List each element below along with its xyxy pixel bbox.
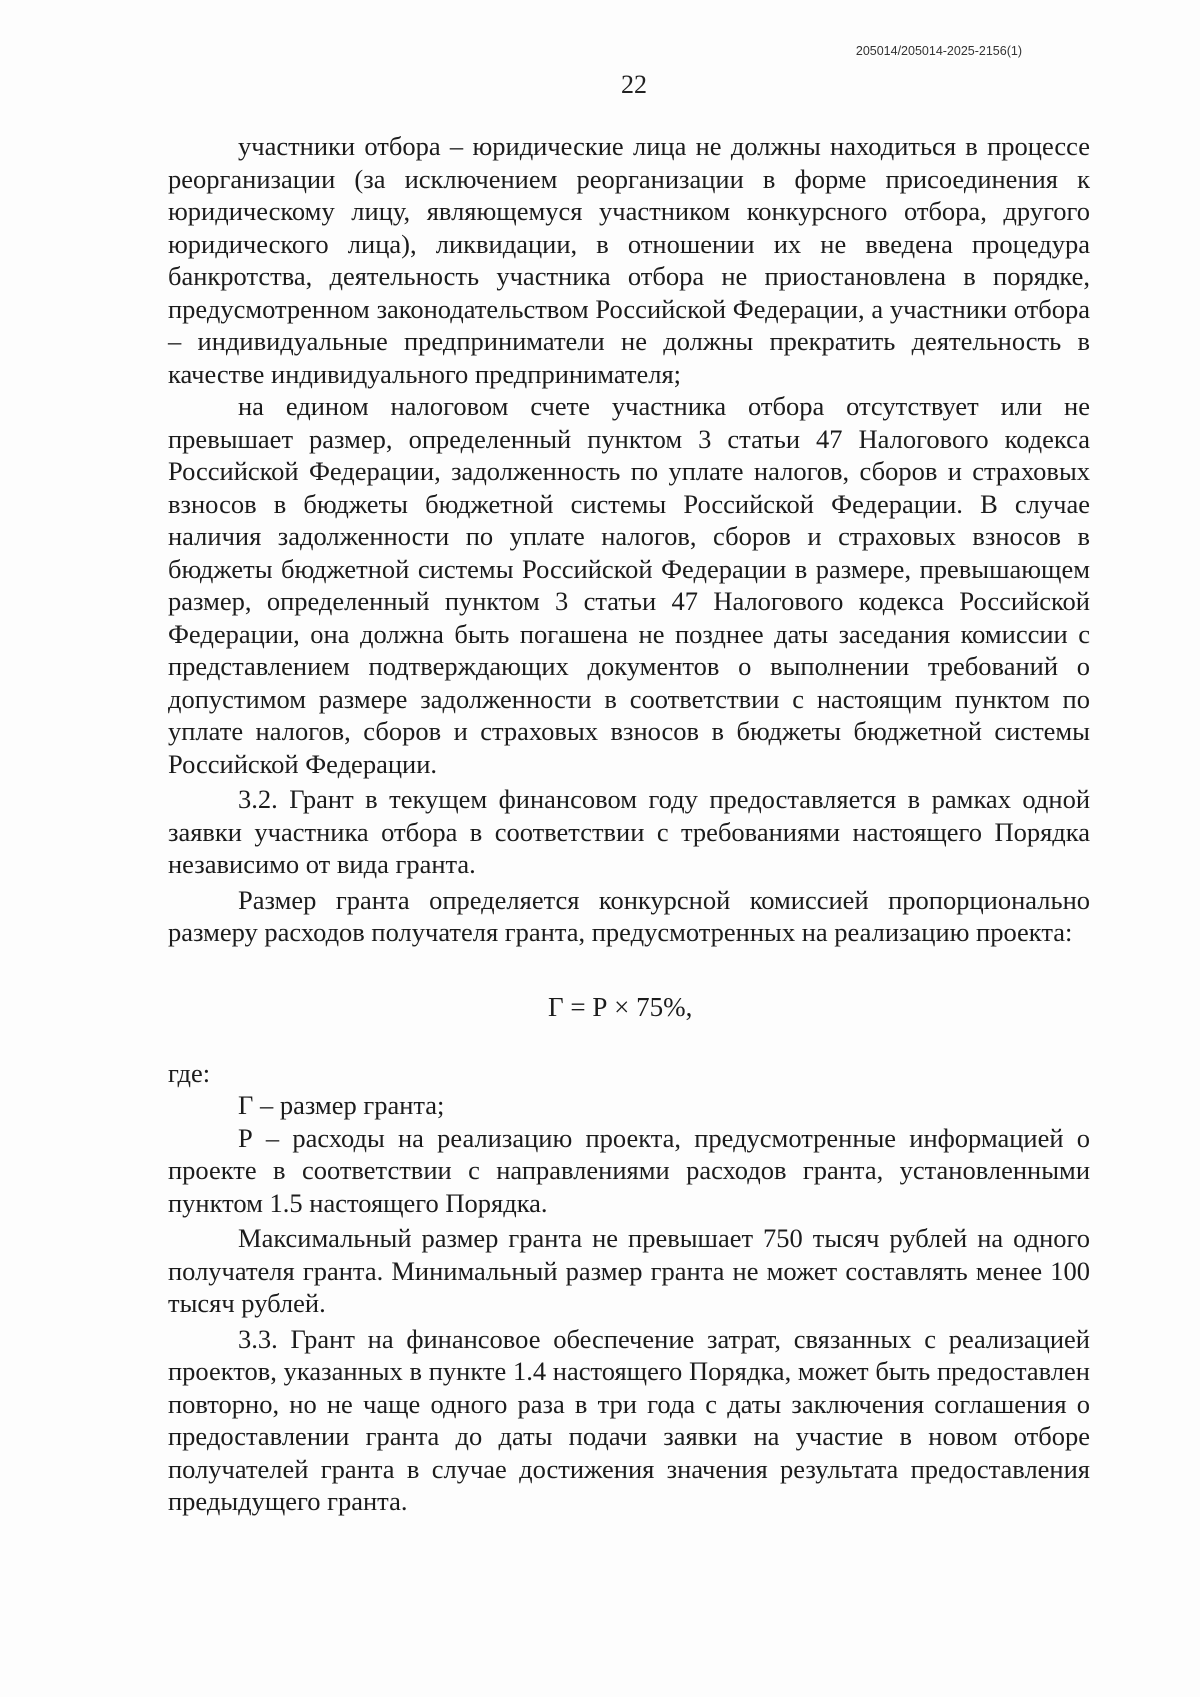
page-number: 22 (621, 70, 647, 99)
paragraph-participants-requirements: участники отбора – юридические лица не должны находиться в процессе реорганизации (за исключением реорганизации в форме присоединения к юридическому лицу, являющемуся участником конкурсного отбора, другого юридического лица), ликвидации, в отношении их не введена процедура банкротства, деятельность участника отбора не приостановлена в порядке, предусмотренном законодательством Российской Федерации, а участники отбора – индивидуальные предприниматели не должны прекратить деятельность в качестве индивидуального предпринимателя; (168, 131, 1090, 389)
definition-p: Р – расходы на реализацию проекта, предусмотренные информацией о проекте в соответствии с направлениями расходов гранта, установленными пунктом 1.5 настоящего Порядка. (168, 1122, 1090, 1218)
paragraph-max-grant: Максимальный размер гранта не превышает 750 тысяч рублей на одного получателя гранта. Минимальный размер гранта не может составлять менее 100 тысяч рублей. (168, 1223, 1090, 1318)
paragraph-3-3: 3.3. Грант на финансовое обеспечение затрат, связанных с реализацией проектов, указанных в пункте 1.4 настоящего Порядка, может быть предоставлен повторно, но не чаще одного раза в три года с даты заключения соглашения о предоставлении гранта до даты подачи заявки на участие в новом отборе получателей гранта в случае достижения значения результата предоставления предыдущего гранта. (168, 1323, 1090, 1516)
formula-where: где: (168, 1057, 211, 1088)
paragraph-tax-debt: на едином налоговом счете участника отбора отсутствует или не превышает размер, определенный пунктом 3 статьи 47 Налогового кодекса Российской Федерации, задолженность по уплате налогов, сборов и страховых взносов в бюджеты бюджетной системы Российской Федерации. В случае наличия задолженности по уплате налогов, сборов и страховых взносов в бюджеты бюджетной системы Российской Федерации в размере, превышающем размер, определенный пунктом 3 статьи 47 Налогового кодекса Российской Федерации, она должна быть погашена не позднее даты заседания комиссии с представлением подтверждающих документов о выполнении требований о допустимом размере задолженности в соответствии с настоящим пунктом по уплате налогов, сборов и страховых взносов в бюджеты бюджетной системы Российской Федерации. (168, 391, 1090, 779)
document-number: 205014/205014-2025-2156(1) (855, 44, 1022, 58)
formula-block (168, 953, 1090, 1061)
definition-g: Г – размер гранта; (238, 1090, 445, 1120)
paragraph-grant-size: Размер гранта определяется конкурсной комиссией пропорционально размеру расходов получателя гранта, предусмотренных на реализацию проекта: (168, 884, 1090, 947)
document-body (168, 130, 1090, 1518)
grant-formula: Г = Р × 75%, (548, 991, 693, 1022)
paragraph-3-2: 3.2. Грант в текущем финансовом году предоставляется в рамках одной заявки участника отбора в соответствии с требованиями настоящего Порядка независимо от вида гранта. (168, 784, 1090, 879)
